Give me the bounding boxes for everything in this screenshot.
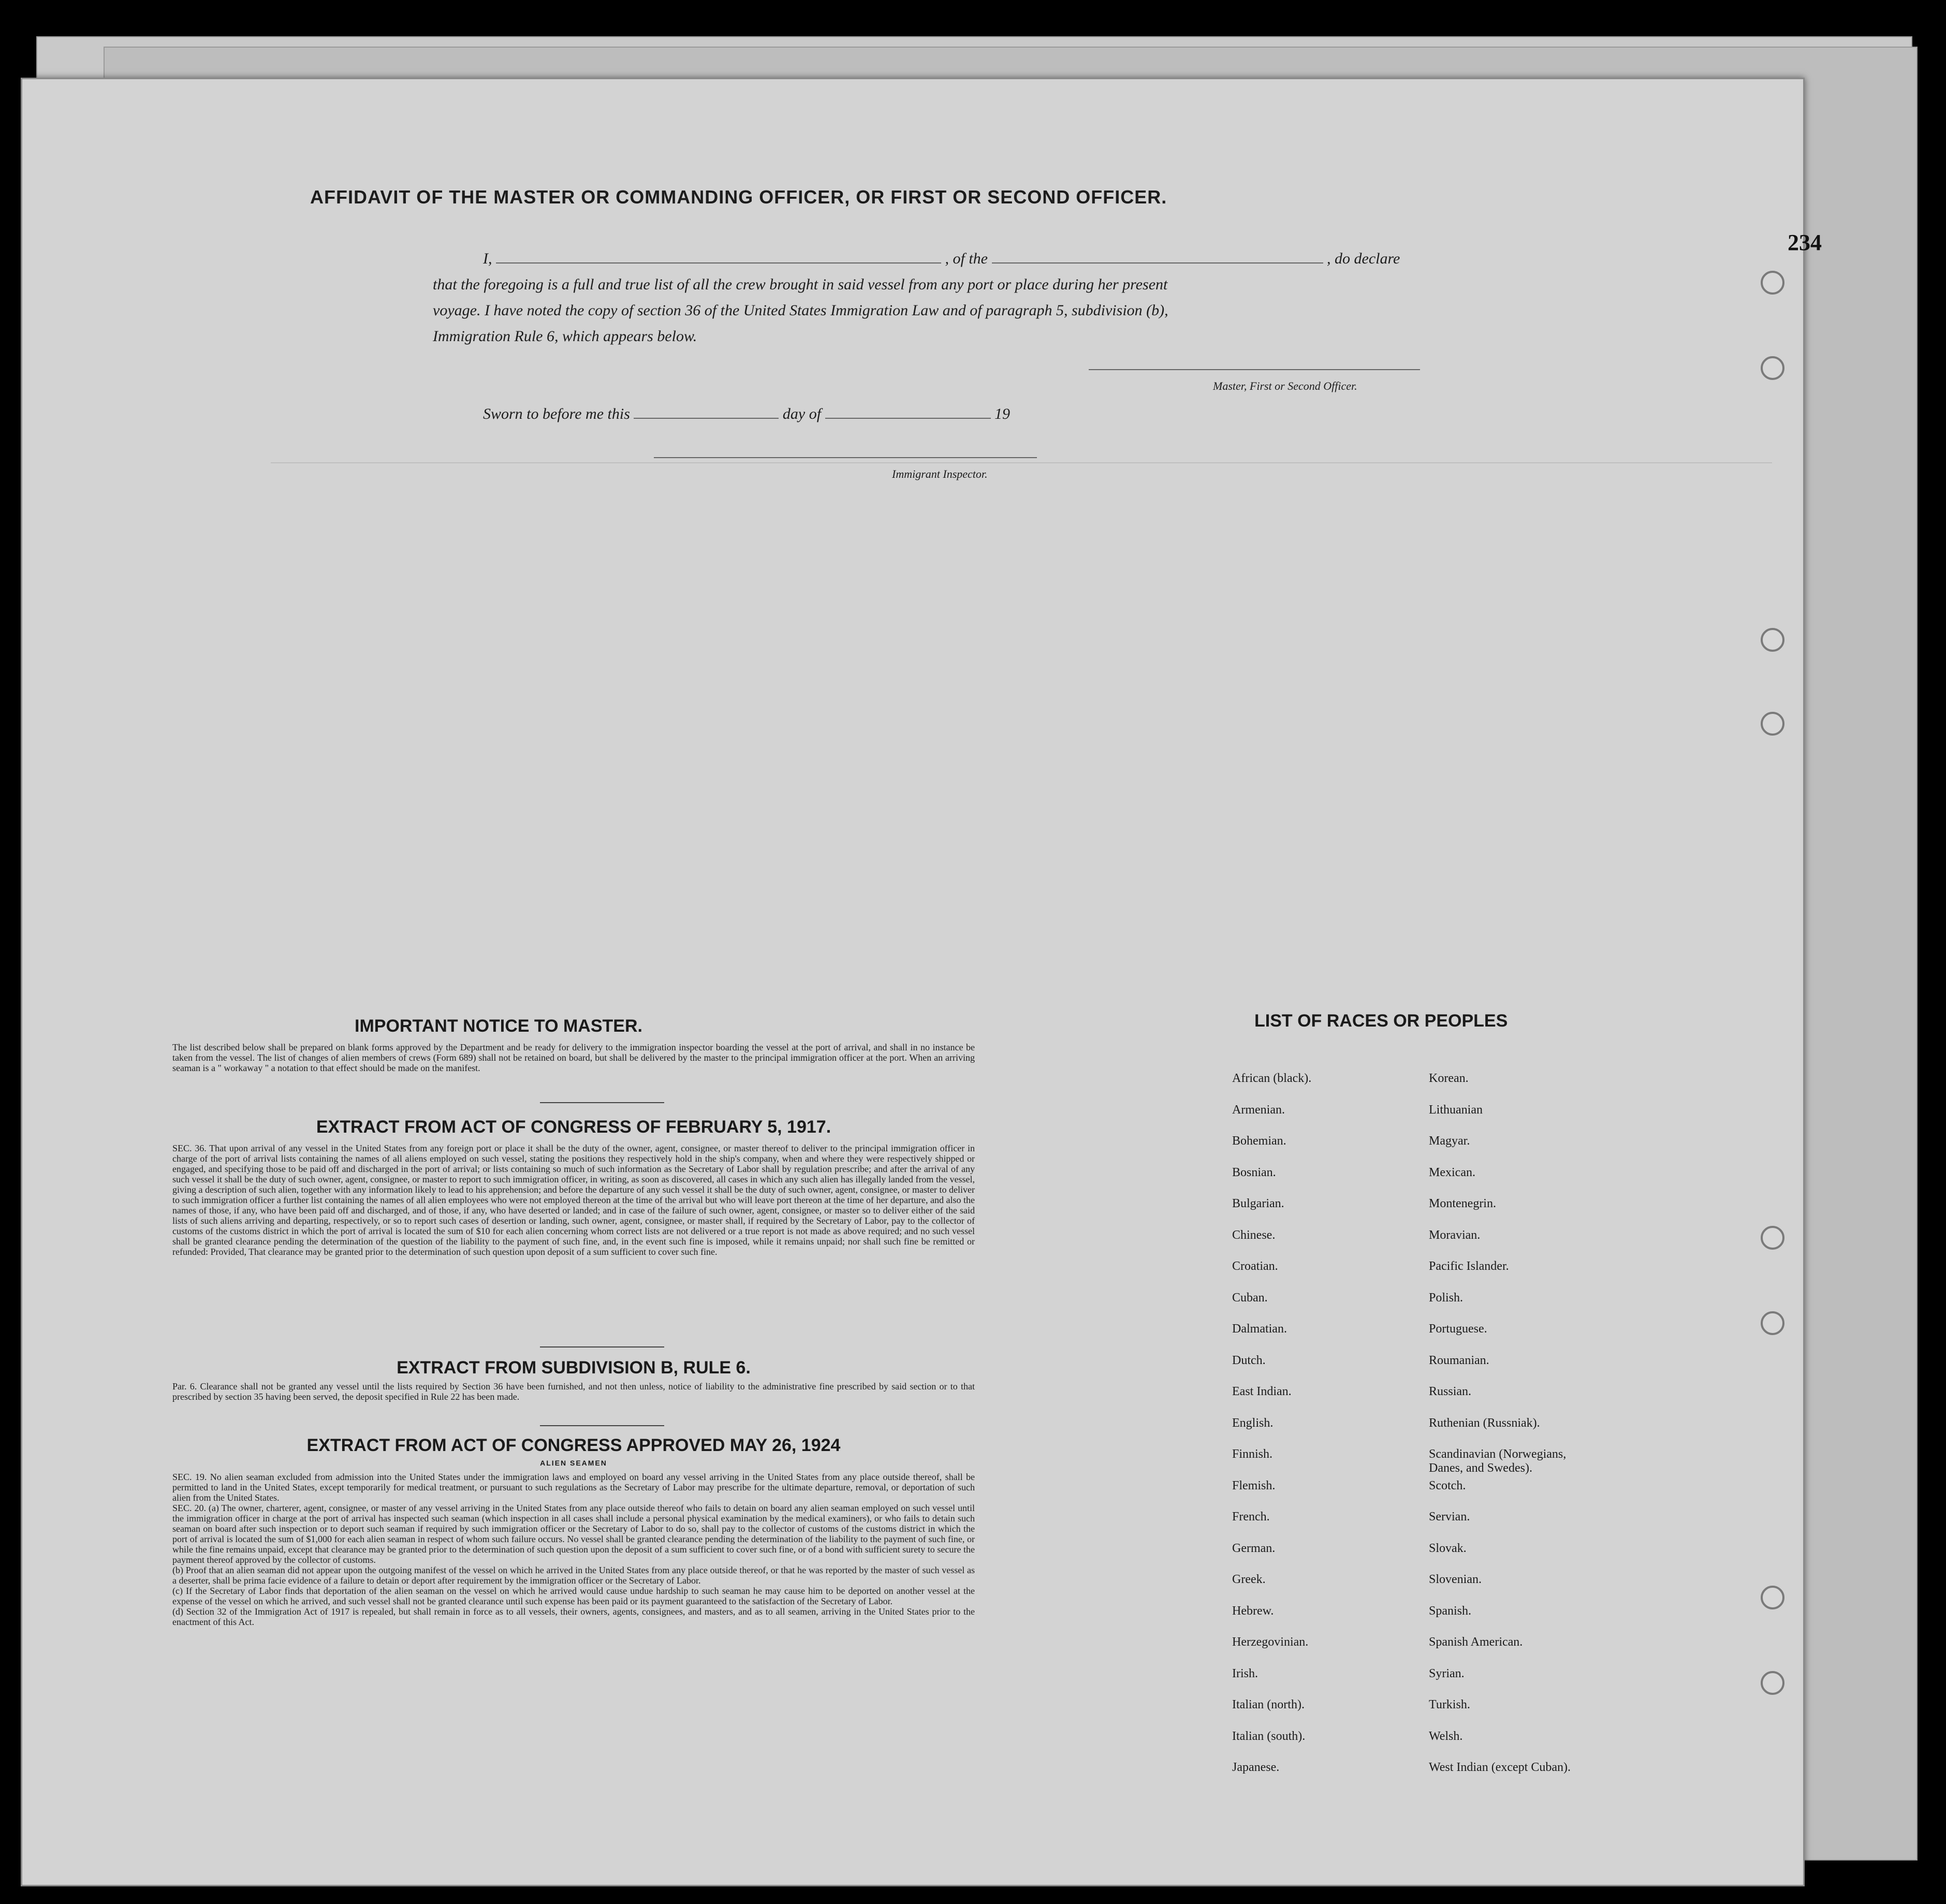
extract-1924-body	[172, 1472, 975, 1627]
race-item: African (black).	[1232, 1072, 1312, 1085]
punch-hole	[1761, 356, 1784, 380]
race-item: Chinese.	[1232, 1228, 1276, 1242]
race-item: Greek.	[1232, 1573, 1266, 1586]
race-item: Bohemian.	[1232, 1134, 1286, 1148]
race-item: Slovenian.	[1429, 1573, 1482, 1586]
race-item: English.	[1232, 1416, 1274, 1430]
day-blank[interactable]	[634, 418, 779, 419]
race-item: Slovak.	[1429, 1541, 1467, 1555]
race-item: Italian (south).	[1232, 1729, 1306, 1743]
extract-rule6-text: Par. 6. Clearance shall not be granted any vessel until the lists required by Section 36 have been furnished, and not then unless, notice of liability to the administrative fine prescribed by said section or to that prescribed by section 35 having been served, the deposit specified in Rule 22 has been made.	[172, 1381, 975, 1402]
punch-hole	[1761, 1311, 1784, 1335]
race-item: Magyar.	[1429, 1134, 1470, 1148]
race-item: Spanish.	[1429, 1604, 1472, 1618]
race-item: Mexican.	[1429, 1165, 1475, 1179]
name-blank[interactable]	[496, 262, 941, 263]
race-item: Roumanian.	[1429, 1353, 1489, 1367]
punch-hole	[1761, 712, 1784, 736]
race-item: Herzegovinian.	[1232, 1635, 1309, 1649]
page-number: 234	[1788, 230, 1822, 255]
inspector-line[interactable]	[654, 457, 1037, 458]
extract-1924-title: EXTRACT FROM ACT OF CONGRESS APPROVED MAY 26, 1924	[306, 1436, 841, 1455]
sworn-text: Sworn to before me this	[483, 405, 630, 422]
race-item: Spanish American.	[1429, 1635, 1523, 1649]
notice-text: The list described below shall be prepared on blank forms approved by the Department and be ready for delivery to the immigration inspector boarding the vessel at the port of arrival, and shall in no instance be taken from the vessel. The list of changes of alien members of crews (Form 689) shall not be retained on board, but shall be delivered by the master to the principal immigration officer at the port. When an arriving seaman is a " workaway " a notation to that effect should be made on the manifest.	[172, 1042, 975, 1073]
extract-1924-subtitle: ALIEN SEAMEN	[540, 1459, 607, 1467]
inspector-caption: Immigrant Inspector.	[892, 467, 988, 480]
notice-title: IMPORTANT NOTICE TO MASTER.	[355, 1016, 642, 1036]
divider	[540, 1102, 664, 1103]
signature-caption: Master, First or Second Officer.	[1213, 379, 1357, 392]
race-item: Korean.	[1429, 1072, 1469, 1085]
race-item: Bulgarian.	[1232, 1197, 1284, 1210]
affidavit-title: AFFIDAVIT OF THE MASTER OR COMMANDING OFFICER, OR FIRST OR SECOND OFFICER.	[310, 186, 1167, 208]
sec-19: SEC. 19. No alien seaman excluded from admission into the United States under the immigration laws and employed on board any vessel arriving in the United States from any place outside thereof, shall be permitted to land in the United States, except temporarily for medical treatment, or pursuant to such regulations as the Secretary of Labor may prescribe for the ultimate departure, removal, or deportation of such alien from the United States.	[172, 1472, 975, 1503]
race-item: Welsh.	[1429, 1729, 1463, 1743]
do-declare: , do declare	[1327, 250, 1400, 267]
sec-20b: (b) Proof that an alien seaman did not appear upon the outgoing manifest of the vessel on which he arrived in the United States from any place outside thereof, or that he was reported by the master of such vessel as a deserter, shall be prima facie evidence of a failure to detain or deport after requirement by the immigration officer or the Secretary of Labor.	[172, 1565, 975, 1586]
race-item: East Indian.	[1232, 1385, 1292, 1398]
affidavit-line-4: Immigration Rule 6, which appears below.	[433, 328, 697, 345]
sec-20a: SEC. 20. (a) The owner, charterer, agent, consignee, or master of any vessel arriving in the United States from any place outside thereof who fails to detain on board any alien seaman employed on such vessel until the immigration officer in charge at the port of arrival has inspected such seaman (which inspection in all cases shall include a personal physical examination by the medical examiners), or who fails to detain such seaman on board after such inspection or to deport such seaman if required by such immigration officer or the Secretary of Labor to do so, shall pay to the collector of customs of the customs district in which the port of arrival is located the sum of $1,000 for each alien seaman in respect of whom such failure occurs. No vessel shall be granted clearance pending the determination of the liability to the payment of such fine, or while the fine remains unpaid, except that clearance may be granted prior to the determination of such question upon the deposit of a sum sufficient to cover such fine, or of a bond with sufficient surety to secure the payment thereof approved by the collector of customs.	[172, 1503, 975, 1565]
race-item: Turkish.	[1429, 1698, 1470, 1711]
race-item: Italian (north).	[1232, 1698, 1305, 1711]
race-item: French.	[1232, 1510, 1270, 1524]
race-item: Ruthenian (Russniak).	[1429, 1416, 1540, 1430]
affidavit-declaration-line	[483, 250, 1467, 268]
races-title: LIST OF RACES OR PEOPLES	[1254, 1011, 1508, 1031]
signature-line[interactable]	[1089, 369, 1420, 370]
race-item: Portuguese.	[1429, 1322, 1487, 1336]
sec-20c: (c) If the Secretary of Labor finds that deportation of the alien seaman on the vessel on which he arrived would cause undue hardship to such seaman he may cause him to be deported on another vessel at the expense of the vessel on which he arrived, and such vessel shall not be granted clearance until such expense has been paid or its payment guaranteed to the satisfaction of the Secretary of Labor.	[172, 1586, 975, 1606]
race-item: Dalmatian.	[1232, 1322, 1287, 1336]
race-item: Hebrew.	[1232, 1604, 1274, 1618]
day-of: day of	[782, 405, 822, 422]
affidavit-line-2: that the foregoing is a full and true list of all the crew brought in said vessel from any port or place during her present	[433, 276, 1168, 293]
race-item: Montenegrin.	[1429, 1197, 1496, 1210]
extract-rule6-title: EXTRACT FROM SUBDIVISION B, RULE 6.	[397, 1358, 751, 1378]
punch-hole	[1761, 1671, 1784, 1695]
extract-1917-text: SEC. 36. That upon arrival of any vessel in the United States from any foreign port or place it shall be the duty of the owner, agent, consignee, or master thereof to deliver to the principal immigration officer in charge of the port of arrival lists containing the names of all aliens employed on such vessel, stating the positions they respectively hold in the ship's company, when and where they were respectively shipped or engaged, and specifying those to be paid off and discharged in the port of arrival; or lists containing so much of such information as the Secretary of Labor shall by regulation prescribe; and after the arrival of any such vessel it shall be the duty of such owner, agent, consignee, or master to report to such immigration officer, in writing, as soon as discovered, all cases in which any such alien has illegally landed from the vessel, giving a description of such alien, together with any information likely to lead to his apprehension; and before the departure of any such vessel it shall be the duty of such owner, agent, consignee, or master to deliver to such immigration officer a further list containing the names of all alien employees who were not employed thereon at the time of the arrival but who will leave port thereon at the time of her departure, and also the names of those, if any, who have been paid off and discharged, and of those, if any, who have deserted or landed; and in case of the failure of such owner, agent, consignee, or master so to deliver either of the said lists of such aliens arriving and departing, respectively, or so to report such cases of desertion or landing, such owner, agent, consignee, or master shall, if required by the Secretary of Labor, pay to the collector of customs of the customs district in which the port of arrival is located the sum of $10 for each alien concerning whom correct lists are not delivered or a true report is not made as above required; and no such vessel shall be granted clearance pending the determination of the question of the liability to the payment of such fine, and, in the event such fine is imposed, while it remains unpaid; nor shall such fine be remitted or refunded: Provided, That clearance may be granted prior to the determination of such question upon deposit of a sum sufficient to cover such fine.	[172, 1143, 975, 1257]
race-item: Finnish.	[1232, 1447, 1273, 1461]
punch-hole	[1761, 271, 1784, 295]
race-item: Armenian.	[1232, 1103, 1285, 1117]
race-item: Croatian.	[1232, 1259, 1278, 1273]
race-item: Polish.	[1429, 1291, 1464, 1305]
race-item: Irish.	[1232, 1666, 1258, 1680]
race-item: Syrian.	[1429, 1666, 1465, 1680]
race-item: Scotch.	[1429, 1478, 1466, 1492]
race-item: Servian.	[1429, 1510, 1470, 1524]
race-item: Lithuanian	[1429, 1103, 1483, 1117]
divider	[540, 1425, 664, 1426]
of-the: , of the	[945, 250, 988, 267]
race-item: Japanese.	[1232, 1761, 1280, 1774]
affidavit-line-3: voyage. I have noted the copy of section 36 of the United States Immigration Law and of paragraph 5, subdivision (b),	[433, 302, 1168, 319]
month-blank[interactable]	[825, 418, 991, 419]
race-item: Flemish.	[1232, 1478, 1276, 1492]
sworn-line	[483, 405, 1156, 423]
punch-hole	[1761, 628, 1784, 652]
race-item: Dutch.	[1232, 1353, 1266, 1367]
race-item: Moravian.	[1429, 1228, 1481, 1242]
year-prefix: 19	[994, 405, 1011, 422]
extract-1917-title: EXTRACT FROM ACT OF CONGRESS OF FEBRUARY 5, 1917.	[316, 1117, 831, 1137]
race-item: Pacific Islander.	[1429, 1259, 1509, 1273]
punch-hole	[1761, 1586, 1784, 1609]
divider	[540, 1346, 664, 1348]
race-item: West Indian (except Cuban).	[1429, 1761, 1571, 1774]
race-item: German.	[1232, 1541, 1276, 1555]
race-item: Russian.	[1429, 1385, 1472, 1398]
sec-20d: (d) Section 32 of the Immigration Act of 1917 is repealed, but shall remain in force as to all vessels, their owners, agents, consignees, and masters, and as to all seamen, arriving in the United States prior to the enactment of this Act.	[172, 1606, 975, 1627]
race-item: Cuban.	[1232, 1291, 1268, 1305]
race-item: Scandinavian (Norwegians, Danes, and Swedes).	[1429, 1447, 1567, 1475]
declare-i: I,	[483, 250, 492, 267]
vessel-blank[interactable]	[992, 262, 1323, 263]
punch-hole	[1761, 1226, 1784, 1250]
race-item: Bosnian.	[1232, 1165, 1276, 1179]
